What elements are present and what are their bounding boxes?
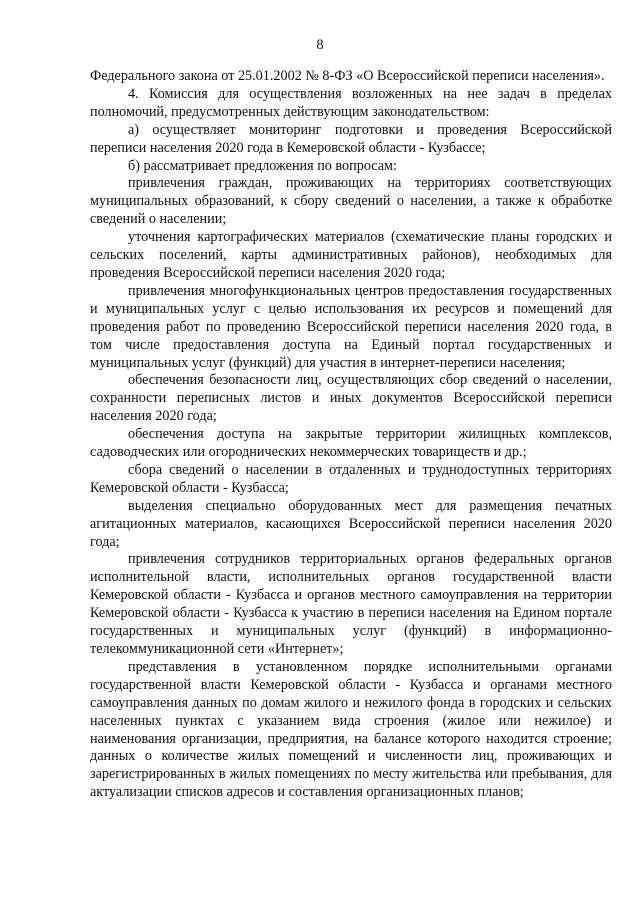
paragraph-law-reference: Федерального закона от 25.01.2002 № 8-ФЗ «О Всероссийской переписи населения».: [90, 68, 605, 84]
paragraph-commission-powers: 4. Комиссия для осуществления возложенных на нее задач в пределах полномочий, предусмотренных действующим законодательством:: [90, 85, 612, 120]
paragraph-housing-data: представления в установленном порядке исполнительными органами государственной власти Кемеровской области - Кузбасса и органами местного самоуправления данных по домам жилого и нежилого фонда в городских и сельских населенных пунктах с указанием вида строения (жилое или нежилое) и наименования организации, предприятия, на балансе которого находится строение; данных о количестве жилых помещений и численности лиц, проживающих и зарегистрированных в жилых помещениях по месту жительства или пребывания, для актуализации списков адресов и составления организационных планов;: [90, 658, 612, 801]
paragraph-multifunctional-centers: привлечения многофункциональных центров предоставления государственных и муниципальных услуг с целью использования их ресурсов и помещений для проведения работ по проведению Всероссийской переписи населения 2020 года, в том числе предоставления доступа на Единый портал государственных и муниципальных услуг (функций) для участия в интернет-переписи населения;: [90, 282, 612, 371]
document-body: [90, 68, 612, 802]
paragraph-security: обеспечения безопасности лиц, осуществляющих сбор сведений о населении, сохранности переписных листов и иных документов Всероссийской переписи населения 2020 года;: [90, 372, 612, 425]
paragraph-staff-involvement: привлечения сотрудников территориальных органов федеральных органов исполнительной власти, исполнительных органов государственной власти Кемеровской области - Кузбасса и органов местного самоуправления на территории Кемеровской области - Кузбасса к участию в переписи населения на Едином портале государственных и муниципальных услуг (функций) в информационно-телекоммуникационной сети «Интернет»;: [90, 551, 612, 657]
page-number: 8: [316, 37, 324, 53]
paragraph-remote-territories: сбора сведений о населении в отдаленных и труднодоступных территориях Кемеровской области - Кузбасса;: [90, 461, 612, 496]
paragraph-closed-territories: обеспечения доступа на закрытые территории жилищных комплексов, садоводческих или огороднических некоммерческих товариществ и др.;: [90, 426, 612, 461]
paragraph-cartographic-materials: уточнения картографических материалов (схематические планы городских и сельских поселений, карты административных районов), необходимых для проведения Всероссийской переписи населения 2020 года;: [90, 229, 612, 281]
paragraph-item-b-proposals: б) рассматривает предложения по вопросам:: [128, 157, 397, 174]
paragraph-citizens-involvement: привлечения граждан, проживающих на территориях соответствующих муниципальных образований, к сбору сведений о населении, а также к обработке сведений о населении;: [90, 175, 612, 228]
paragraph-agitation-materials: выделения специально оборудованных мест для размещения печатных агитационных материалов, касающихся Всероссийской переписи населения 2020 года;: [90, 497, 612, 550]
paragraph-item-a-monitoring: а) осуществляет мониторинг подготовки и проведения Всероссийской переписи населения 2020 года в Кемеровской области - Кузбассе;: [90, 121, 612, 156]
